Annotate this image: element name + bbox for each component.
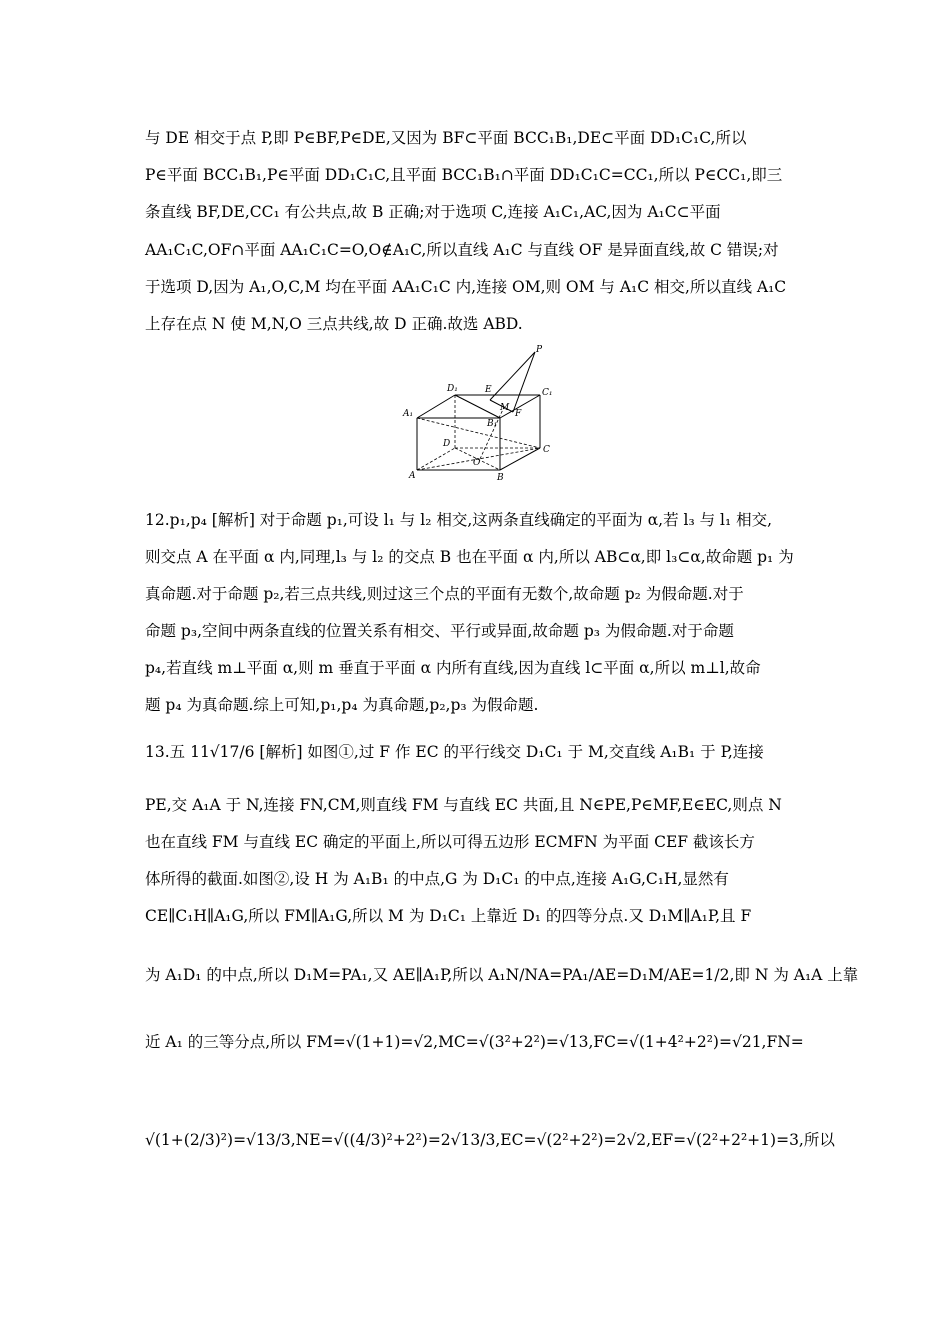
line-17: CE∥C₁H∥A₁G,所以 FM∥A₁G,所以 M 为 D₁C₁ 上靠近 D₁ 的四等分点.又 D₁M∥A₁P,且 F [145, 907, 752, 925]
label-d1: D₁ [447, 384, 458, 394]
line-4: AA₁C₁C,OF∩平面 AA₁C₁C=O,O∉A₁C,所以直线 A₁C 与直线 OF 是异面直线,故 C 错误;对 [145, 241, 779, 259]
line-12: 题 p₄ 为真命题.综上可知,p₁,p₄ 为真命题,p₂,p₃ 为假命题. [145, 696, 539, 714]
label-b1: B₁ [487, 419, 498, 429]
label-o: O [473, 458, 481, 468]
line-10: 命题 p₃,空间中两条直线的位置关系有相交、平行或异面,故命题 p₃ 为假命题.对于命题 [145, 622, 734, 640]
line-16: 体所得的截面.如图②,设 H 为 A₁B₁ 的中点,G 为 D₁C₁ 的中点,连接 A₁G,C₁H,显然有 [145, 870, 729, 888]
line-6: 上存在点 N 使 M,N,O 三点共线,故 D 正确.故选 ABD. [145, 315, 523, 333]
line-15: 也在直线 FM 与直线 EC 确定的平面上,所以可得五边形 ECMFN 为平面 CEF 截该长方 [145, 833, 755, 851]
label-e: E [485, 385, 492, 395]
line-7: 12.p₁,p₄ [解析] 对于命题 p₁,可设 l₁ 与 l₂ 相交,这两条直线确定的平面为 α,若 l₃ 与 l₁ 相交, [145, 511, 773, 529]
line-14: PE,交 A₁A 于 N,连接 FN,CM,则直线 FM 与直线 EC 共面,且 N∈PE,P∈MF,E∈EC,则点 N [145, 796, 782, 814]
geometry-figure [395, 340, 555, 485]
label-c1: C₁ [542, 388, 553, 398]
line-5: 于选项 D,因为 A₁,O,C,M 均在平面 AA₁C₁C 内,连接 OM,则 OM 与 A₁C 相交,所以直线 A₁C [145, 278, 787, 296]
line-13: 13.五 11√17/6 [解析] 如图①,过 F 作 EC 的平行线交 D₁C₁ 于 M,交直线 A₁B₁ 于 P,连接 [145, 743, 764, 761]
label-a: A [409, 471, 416, 481]
label-a1: A₁ [403, 409, 414, 419]
line-2: P∈平面 BCC₁B₁,P∈平面 DD₁C₁C,且平面 BCC₁B₁∩平面 DD₁C₁C=CC₁,所以 P∈CC₁,即三 [145, 166, 783, 184]
label-p: P [536, 345, 543, 355]
line-18: 为 A₁D₁ 的中点,所以 D₁M=PA₁,又 AE∥A₁P,所以 A₁N/NA=PA₁/AE=D₁M/AE=1/2,即 N 为 A₁A 上靠 [145, 966, 859, 984]
label-d: D [443, 439, 451, 449]
label-b: B [497, 473, 504, 483]
line-9: 真命题.对于命题 p₂,若三点共线,则过这三个点的平面有无数个,故命题 p₂ 为假命题.对于 [145, 585, 744, 603]
line-3: 条直线 BF,DE,CC₁ 有公共点,故 B 正确;对于选项 C,连接 A₁C₁,AC,因为 A₁C⊂平面 [145, 203, 721, 221]
line-1: 与 DE 相交于点 P,即 P∈BF,P∈DE,又因为 BF⊂平面 BCC₁B₁,DE⊂平面 DD₁C₁C,所以 [145, 129, 747, 147]
label-f: F [515, 409, 522, 419]
line-8: 则交点 A 在平面 α 内,同理,l₃ 与 l₂ 的交点 B 也在平面 α 内,所以 AB⊂α,即 l₃⊂α,故命题 p₁ 为 [145, 548, 794, 566]
line-20: √(1+(2/3)²)=√13/3,NE=√((4/3)²+2²)=2√13/3,EC=√(2²+2²)=2√2,EF=√(2²+2²+1)=3,所以 [145, 1131, 835, 1149]
line-11: p₄,若直线 m⊥平面 α,则 m 垂直于平面 α 内所有直线,因为直线 l⊂平面 α,所以 m⊥l,故命 [145, 659, 761, 677]
line-19: 近 A₁ 的三等分点,所以 FM=√(1+1)=√2,MC=√(3²+2²)=√13,FC=√(1+4²+2²)=√21,FN= [145, 1033, 804, 1051]
label-m: M [500, 403, 510, 413]
label-c: C [543, 445, 550, 455]
